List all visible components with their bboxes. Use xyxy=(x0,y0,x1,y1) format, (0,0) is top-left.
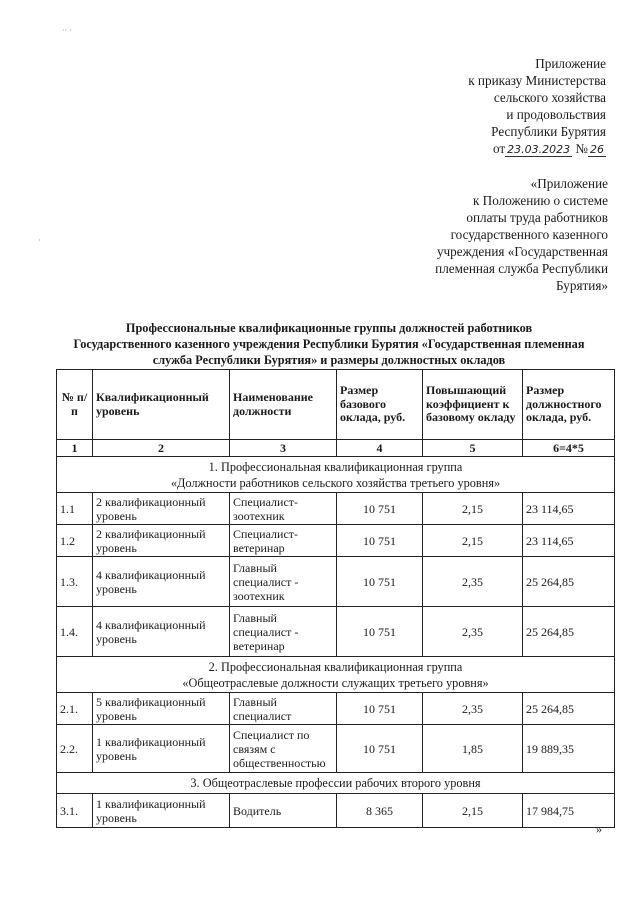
position-name-cell: Специалист-зоотехник xyxy=(230,493,337,525)
group-header-row xyxy=(57,657,615,693)
title-line: Государственного казенного учреждения Республики Бурятия «Государственная племенная xyxy=(73,337,585,351)
coefficient-cell: 2,15 xyxy=(423,794,523,828)
salary-table xyxy=(56,369,615,828)
group-title-line: «Общеотраслевые должности служащих третьего уровня» xyxy=(182,675,489,690)
header-line: сельского хозяйства xyxy=(493,90,606,105)
qualification-level-cell: 5 квалификационный уровень xyxy=(93,693,230,725)
table-row xyxy=(57,525,615,557)
base-salary-cell: 8 365 xyxy=(337,794,423,828)
group-header-row xyxy=(57,773,615,794)
qualification-level-cell: 1 квалификационный уровень xyxy=(93,725,230,773)
regulation-attachment-header xyxy=(435,175,608,294)
row-number-cell: 1.1 xyxy=(57,493,93,525)
base-salary-cell: 10 751 xyxy=(337,693,423,725)
order-number: 26 xyxy=(590,143,604,156)
row-number-cell: 1.4. xyxy=(57,607,93,657)
group-title-line: «Должности работников сельского хозяйства третьего уровня» xyxy=(170,475,501,490)
header-cell-number: № п/п xyxy=(57,370,93,440)
order-date-number xyxy=(468,140,606,158)
row-number-cell: 2.1. xyxy=(57,693,93,725)
position-name-cell: Специалист по связям с общественностью xyxy=(230,725,337,773)
column-number: 6=4*5 xyxy=(523,440,615,457)
title-line: служба Республики Бурятия» и размеры должностных окладов xyxy=(152,353,506,367)
number-label: № xyxy=(575,141,588,156)
position-name-cell: Главный специалист - зоотехник xyxy=(230,557,337,607)
table-row xyxy=(57,607,615,657)
column-number: 1 xyxy=(57,440,93,457)
closing-quote: » xyxy=(596,822,602,836)
qualification-level-cell: 2 квалификационный уровень xyxy=(93,493,230,525)
coefficient-cell: 2,35 xyxy=(423,693,523,725)
header-cell-position: Наименование должности xyxy=(230,370,337,440)
coefficient-cell: 2,35 xyxy=(423,557,523,607)
coefficient-cell: 2,15 xyxy=(423,493,523,525)
document-title xyxy=(40,320,618,368)
header-line: «Приложение xyxy=(530,176,608,191)
base-salary-cell: 10 751 xyxy=(337,557,423,607)
header-cell-level: Квалификационный уровень xyxy=(93,370,230,440)
header-line: Бурятия» xyxy=(556,278,608,293)
header-line: племенная служба Республики xyxy=(435,261,608,276)
qualification-level-cell: 2 квалификационный уровень xyxy=(93,525,230,557)
table-row xyxy=(57,794,615,828)
base-salary-cell: 10 751 xyxy=(337,725,423,773)
table-row xyxy=(57,493,615,525)
coefficient-cell: 1,85 xyxy=(423,725,523,773)
column-number-row xyxy=(57,440,615,457)
header-line: Приложение xyxy=(535,56,606,71)
date-prefix: от xyxy=(492,141,506,156)
column-number: 3 xyxy=(230,440,337,457)
header-line: оплаты труда работников xyxy=(466,210,608,225)
header-line: учреждения «Государственная xyxy=(436,244,608,259)
qualification-level-cell: 1 квалификационный уровень xyxy=(93,794,230,828)
position-name-cell: Специалист-ветеринар xyxy=(230,525,337,557)
base-salary-cell: 10 751 xyxy=(337,493,423,525)
header-line: Республики Бурятия xyxy=(491,124,606,139)
row-number-cell: 2.2. xyxy=(57,725,93,773)
order-date: 23.03.2023 xyxy=(507,143,571,156)
group-title-line: 3. Общеотраслевые профессии рабочих второго уровня xyxy=(190,776,481,790)
group-title-cell xyxy=(57,657,615,693)
column-number: 2 xyxy=(93,440,230,457)
position-name-cell: Главный специалист - ветеринар xyxy=(230,607,337,657)
base-salary-cell: 10 751 xyxy=(337,525,423,557)
row-number-cell: 1.3. xyxy=(57,557,93,607)
official-salary-cell: 23 114,65 xyxy=(523,493,615,525)
position-name-cell: Водитель xyxy=(230,794,337,828)
group-title-line: 1. Профессиональная квалификационная группа xyxy=(208,459,463,474)
header-cell-coefficient: Повышающий коэффициент к базовому окладу xyxy=(423,370,523,440)
qualification-level-cell: 4 квалификационный уровень xyxy=(93,557,230,607)
group-title-cell xyxy=(57,773,615,794)
official-salary-cell: 25 264,85 xyxy=(523,693,615,725)
header-line: к Положению о системе xyxy=(472,193,608,208)
official-salary-cell: 23 114,65 xyxy=(523,525,615,557)
row-number-cell: 1.2 xyxy=(57,525,93,557)
scan-speck: · xyxy=(38,236,41,245)
coefficient-cell: 2,35 xyxy=(423,607,523,657)
title-line: Профессиональные квалификационные группы должностей работников xyxy=(125,321,533,335)
base-salary-cell: 10 751 xyxy=(337,607,423,657)
table-row xyxy=(57,725,615,773)
header-line: к приказу Министерства xyxy=(468,73,606,88)
header-line: государственного казенного xyxy=(450,227,608,242)
row-number-cell: 3.1. xyxy=(57,794,93,828)
scan-speck: ·· · xyxy=(62,26,72,35)
table-row xyxy=(57,693,615,725)
coefficient-cell: 2,15 xyxy=(423,525,523,557)
column-number: 4 xyxy=(337,440,423,457)
order-attachment-header xyxy=(468,55,606,158)
table-header-row xyxy=(57,370,615,440)
column-number: 5 xyxy=(423,440,523,457)
official-salary-cell: 17 984,75 xyxy=(523,794,615,828)
header-cell-official-salary: Размер должностного оклада, руб. xyxy=(523,370,615,440)
position-name-cell: Главный специалист xyxy=(230,693,337,725)
header-cell-base-salary: Размер базового оклада, руб. xyxy=(337,370,423,440)
group-title-cell xyxy=(57,457,615,493)
header-line: и продовольствия xyxy=(506,107,606,122)
group-title-line: 2. Профессиональная квалификационная группа xyxy=(208,659,463,674)
official-salary-cell: 25 264,85 xyxy=(523,557,615,607)
qualification-level-cell: 4 квалификационный уровень xyxy=(93,607,230,657)
official-salary-cell: 25 264,85 xyxy=(523,607,615,657)
group-header-row xyxy=(57,457,615,493)
official-salary-cell: 19 889,35 xyxy=(523,725,615,773)
table-row xyxy=(57,557,615,607)
